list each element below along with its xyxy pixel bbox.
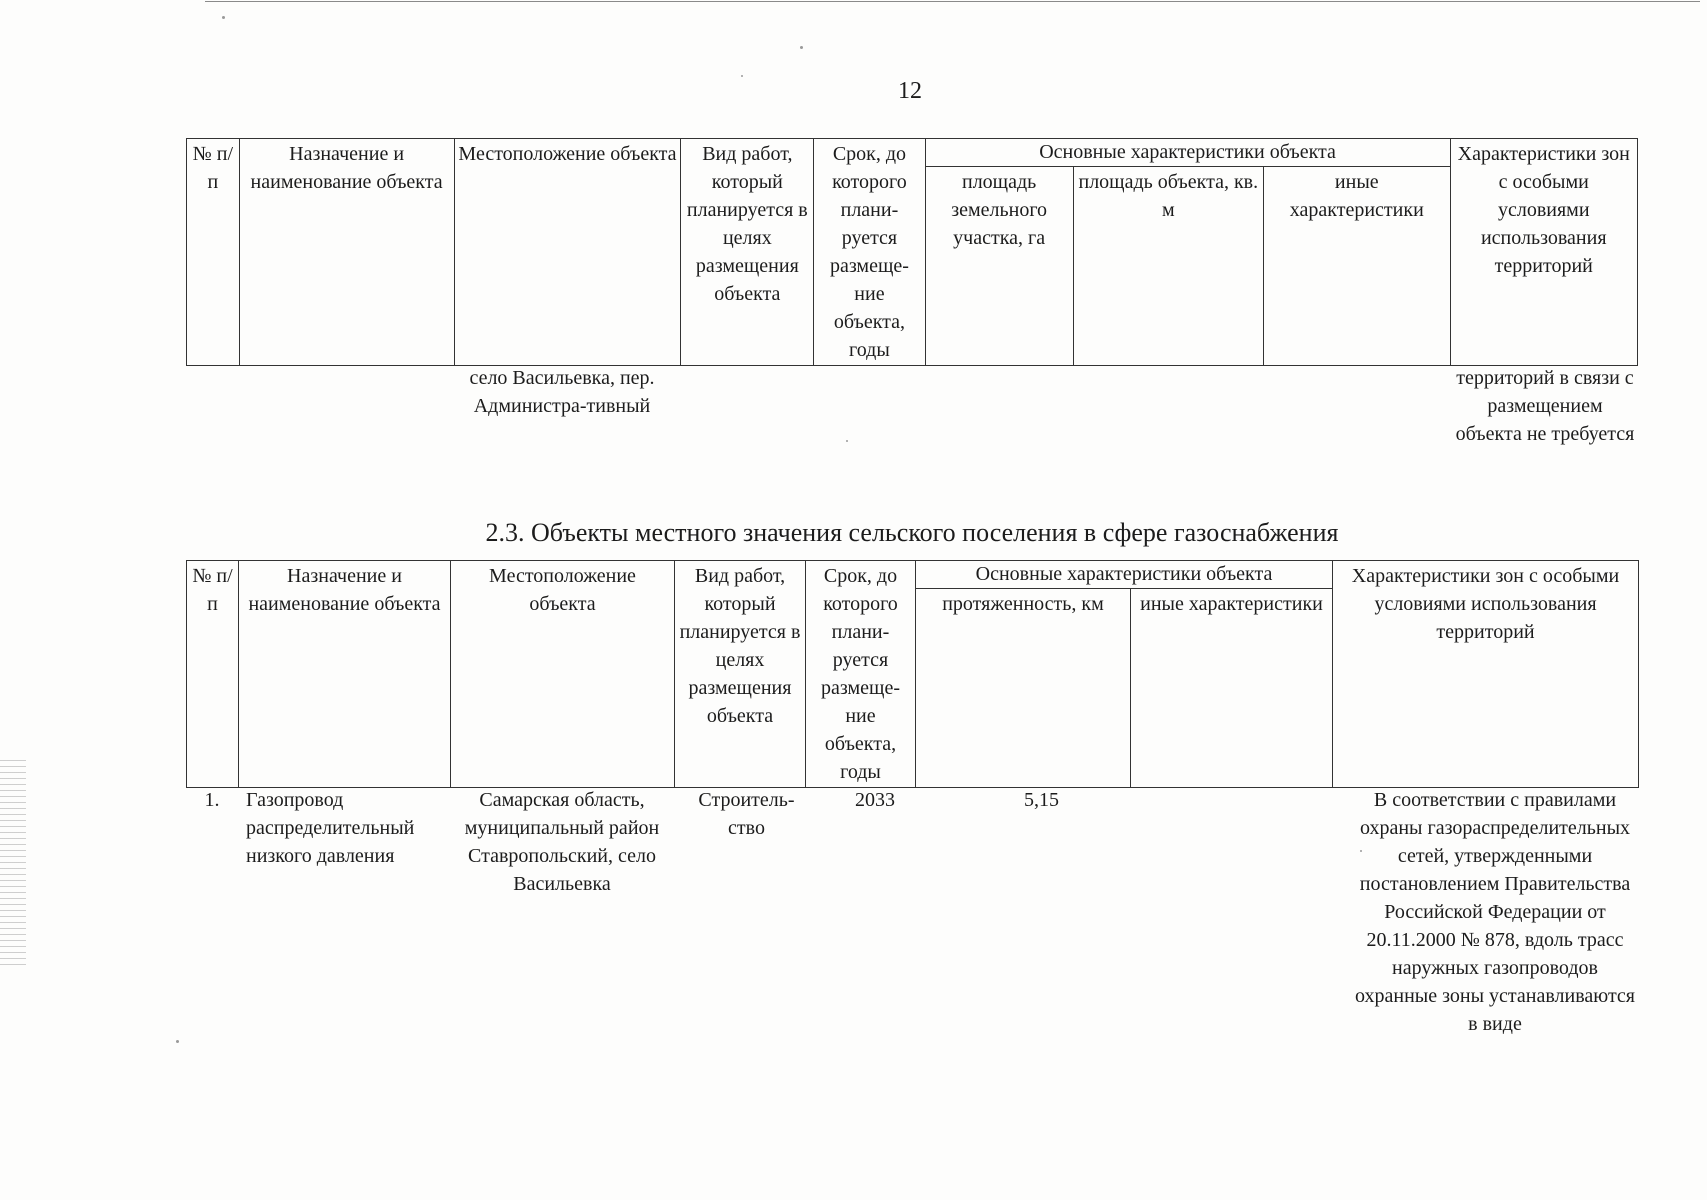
header-main-characteristics: Основные характеристики объекта bbox=[916, 561, 1333, 589]
header-num: № п/п bbox=[187, 139, 240, 366]
header-length: протяженность, км bbox=[916, 589, 1131, 788]
header-work-type: Вид работ, который планируется в целях размещения объекта bbox=[681, 139, 814, 366]
scan-speck bbox=[800, 46, 803, 49]
row1-num: 1. bbox=[204, 789, 220, 811]
scan-speck bbox=[741, 75, 743, 77]
header-name: Назначение и наименование объекта bbox=[239, 139, 454, 366]
row1-zones: В соответствии с правилами охраны газораспределительных сетей, утвержденными постановлением Правительства Российской Федерации от 20.11.2000 № 878, вдоль трасс наружных газопроводов охранные зоны устанавливаются в виде bbox=[1355, 789, 1635, 1035]
scan-speck bbox=[176, 1040, 179, 1043]
header-deadline: Срок, до которого плани-руется размеще-ние объекта, годы bbox=[806, 561, 916, 788]
page-number: 12 bbox=[898, 78, 922, 104]
header-other: иные характеристики bbox=[1131, 589, 1333, 788]
header-work-type: Вид работ, который планируется в целях размещения объекта bbox=[675, 561, 806, 788]
header-main-characteristics: Основные характеристики объекта bbox=[925, 139, 1450, 167]
header-land-area: площадь земельного участка, га bbox=[925, 167, 1073, 366]
row1-deadline: 2033 bbox=[855, 789, 895, 811]
objects-table-continued bbox=[186, 138, 1638, 366]
header-location: Местоположение объекта bbox=[451, 561, 675, 788]
scan-edge-noise bbox=[0, 760, 26, 970]
row1-location: Самарская область, муниципальный район Ставропольский, село Васильевка bbox=[464, 789, 660, 895]
header-other: иные характеристики bbox=[1264, 167, 1450, 366]
continued-zones: территорий в связи с размещением объекта не требуется bbox=[1455, 367, 1635, 445]
header-zones: Характеристики зон с особыми условиями использования территорий bbox=[1450, 139, 1638, 366]
header-zones: Характеристики зон с особыми условиями использования территорий bbox=[1333, 561, 1639, 788]
header-name: Назначение и наименование объекта bbox=[239, 561, 451, 788]
scan-speck bbox=[222, 16, 225, 19]
row1-work-type: Строитель-ство bbox=[698, 789, 795, 839]
row1-length: 5,15 bbox=[1024, 789, 1059, 811]
row1-name: Газопровод распределительный низкого давления bbox=[246, 789, 415, 867]
gas-supply-table bbox=[186, 560, 1639, 788]
header-object-area: площадь объекта, кв. м bbox=[1073, 167, 1263, 366]
scan-speck bbox=[846, 440, 848, 442]
header-location: Местоположение объекта bbox=[454, 139, 681, 366]
section-title: 2.3. Объекты местного значения сельского поселения в сфере газоснабжения bbox=[485, 518, 1339, 547]
header-deadline: Срок, до которого плани-руется размеще-ние объекта, годы bbox=[814, 139, 925, 366]
header-num: № п/п bbox=[187, 561, 239, 788]
continued-location: село Васильевка, пер. Администра-тивный bbox=[469, 367, 655, 417]
scan-top-edge bbox=[205, 1, 1700, 2]
